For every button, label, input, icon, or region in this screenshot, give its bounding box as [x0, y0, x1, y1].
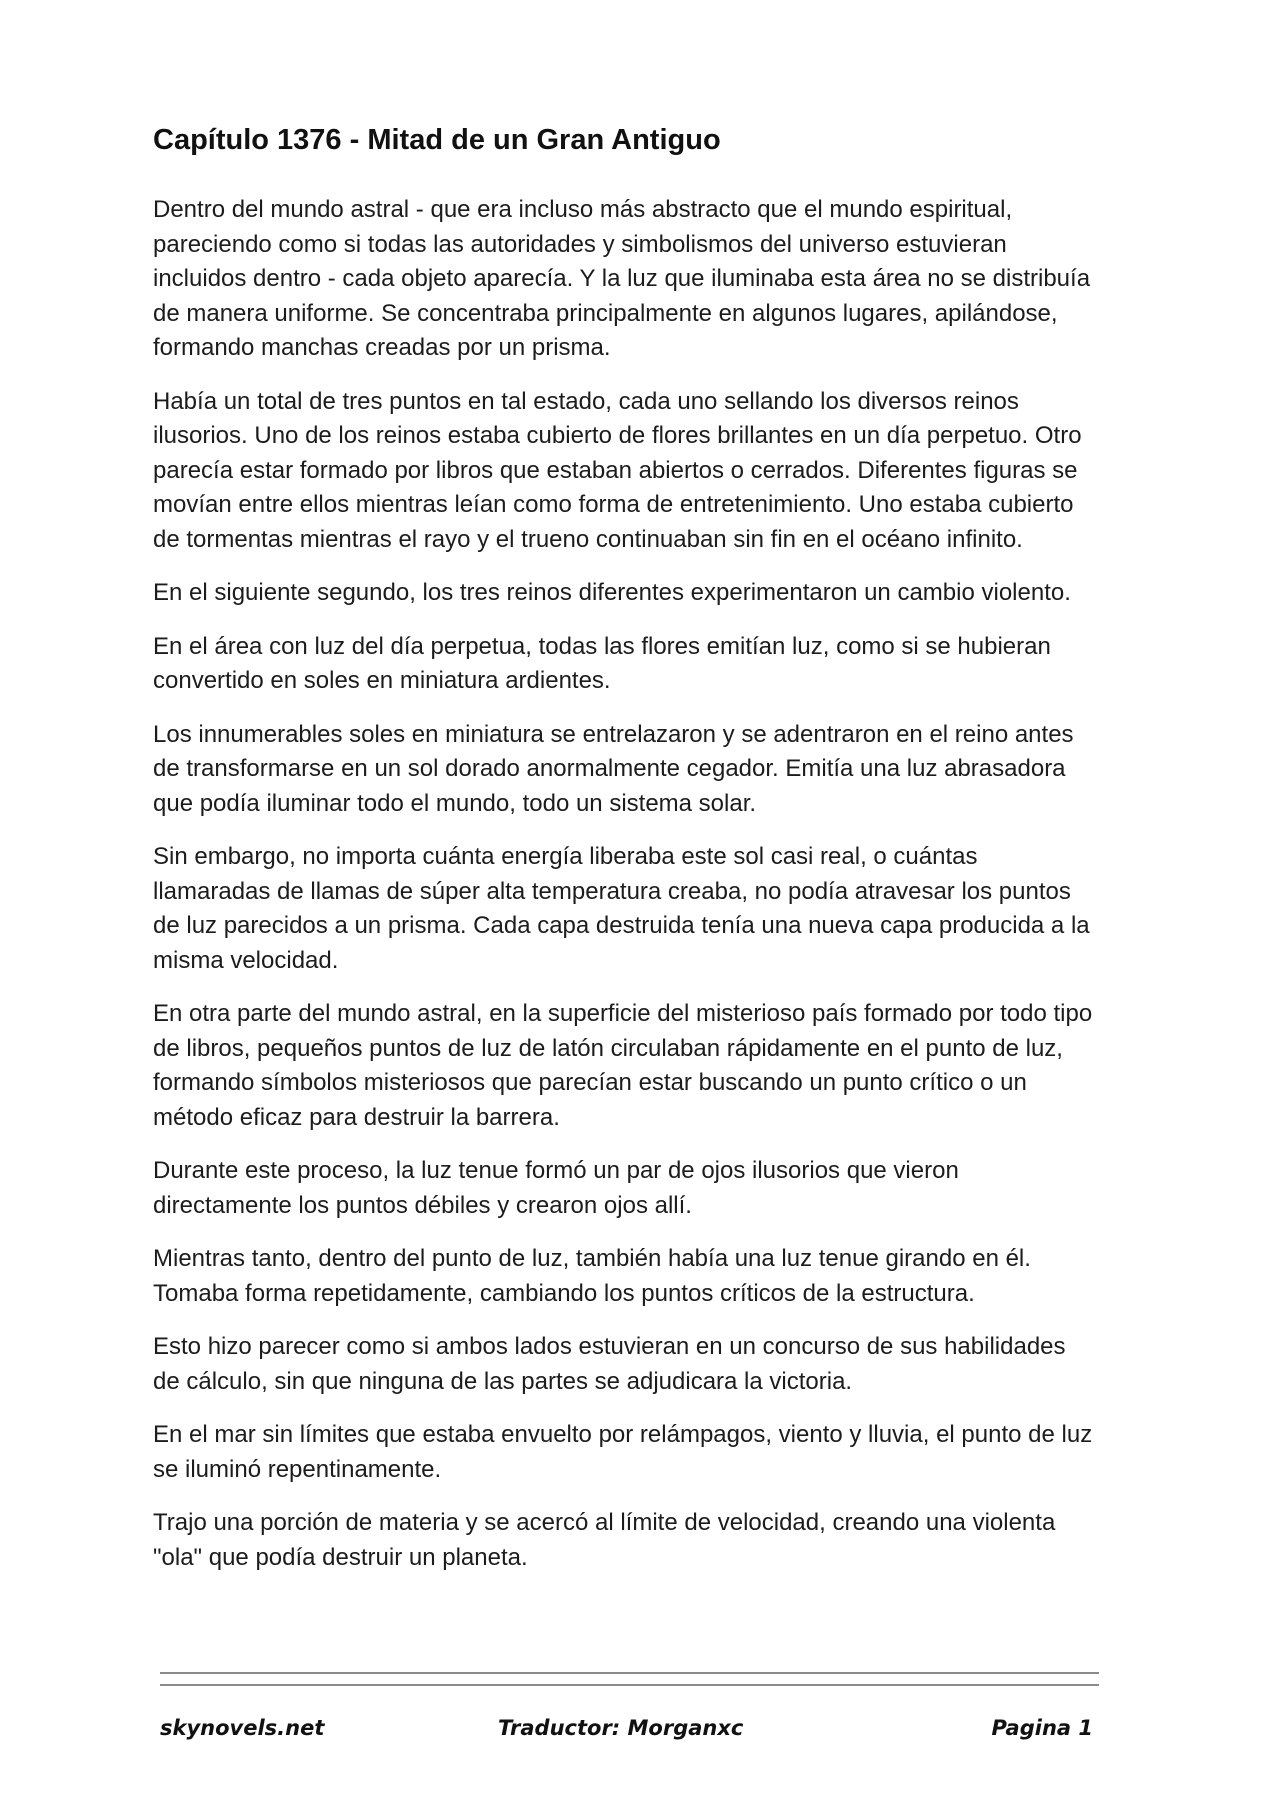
footer-page-number: Pagina 1 [991, 1716, 1093, 1740]
footer-translator: Traductor: Morganxc [498, 1716, 744, 1740]
paragraph: Los innumerables soles en miniatura se entrelazaron y se adentraron en el reino antes de transformarse en un sol dorado anormalmente cegador. Emitía una luz abrasadora que podía iluminar todo el mundo, todo un sistema solar. [153, 720, 1074, 817]
paragraph: Esto hizo parecer como si ambos lados estuvieran en un concurso de sus habilidades de cálculo, sin que ninguna de las partes se adjudicara la victoria. [153, 1333, 1066, 1395]
paragraph: Durante este proceso, la luz tenue formó un par de ojos ilusorios que vieron directamente los puntos débiles y crearon ojos allí. [153, 1157, 959, 1219]
paragraph: Sin embargo, no importa cuánta energía liberaba este sol casi real, o cuántas llamaradas de llamas de súper alta temperatura creaba, no podía atravesar los puntos de luz parecidos a un prisma. Cada capa destruida tenía una nueva capa producida a la misma velocidad. [153, 843, 1090, 974]
paragraph: Había un total de tres puntos en tal estado, cada uno sellando los diversos reinos ilusorios. Uno de los reinos estaba cubierto de flores brillantes en un día perpetuo. Otro parecía estar formado por libros que estaban abiertos o cerrados. Diferentes figuras se movían entre ellos mientras leían como forma de entretenimiento. Uno estaba cubierto de tormentas mientras el rayo y el trueno continuaban sin fin en el océano infinito. [153, 387, 1082, 553]
paragraph: Dentro del mundo astral - que era incluso más abstracto que el mundo espiritual, pareciendo como si todas las autoridades y simbolismos del universo estuvieran incluidos dentro - cada objeto aparecía. Y la luz que iluminaba esta área no se distribuía de manera uniforme. Se concentraba principalmente en algunos lugares, apilándose, formando manchas creadas por un prisma. [153, 196, 1091, 361]
chapter-title: Capítulo 1376 - Mitad de un Gran Antiguo [153, 124, 721, 156]
paragraph: En el mar sin límites que estaba envuelto por relámpagos, viento y lluvia, el punto de luz se iluminó repentinamente. [153, 1421, 1093, 1483]
paragraph: En el siguiente segundo, los tres reinos diferentes experimentaron un cambio violento. [153, 579, 1071, 606]
footer-divider [160, 1672, 1099, 1674]
paragraph: En el área con luz del día perpetua, todas las flores emitían luz, como si se hubieran convertido en soles en miniatura ardientes. [153, 632, 1051, 694]
paragraph: Mientras tanto, dentro del punto de luz, también había una luz tenue girando en él. Tomaba forma repetidamente, cambiando los puntos críticos de la estructura. [153, 1245, 1031, 1307]
footer-divider [160, 1684, 1099, 1686]
chapter-body [153, 193, 1098, 1594]
page-footer [160, 1712, 1099, 1744]
paragraph: Trajo una porción de materia y se acercó al límite de velocidad, creando una violenta "ola" que podía destruir un planeta. [153, 1509, 1056, 1571]
footer-site: skynovels.net [160, 1716, 325, 1740]
paragraph: En otra parte del mundo astral, en la superficie del misterioso país formado por todo tipo de libros, pequeños puntos de luz de latón circulaban rápidamente en el punto de luz, formando símbolos misteriosos que parecían estar buscando un punto crítico o un método eficaz para destruir la barrera. [153, 1000, 1093, 1131]
